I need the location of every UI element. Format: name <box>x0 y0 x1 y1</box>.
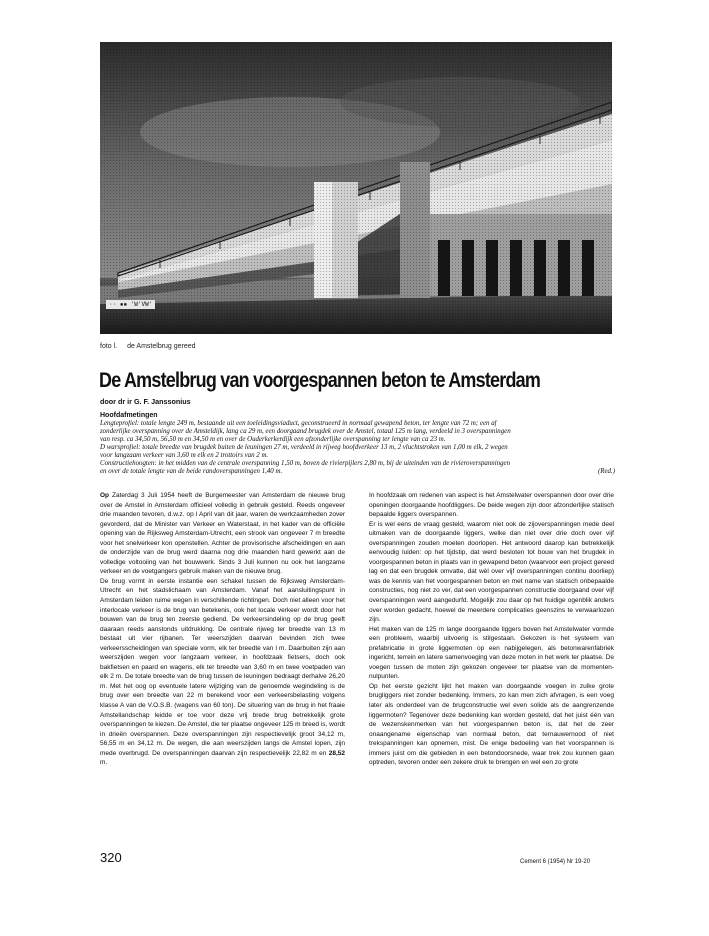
specs-last-line <box>100 468 615 476</box>
photo-caption <box>100 343 196 350</box>
paragraph: Het maken van de 125 m lange doorgaande liggers boven het Amstelwater vormde een probleem, waarbij uitvoerig is stilgestaan. Gekozen is het systeem van prefabricatie in grote liggermoten op een nabijgelegen, als betonwarenfabriek ingericht, terrein en latere samenvoeging van deze moten in het werk ter plaatse. De voegen tussen de moten zijn gekozen ongeveer ter plaatse van de momenten-nulpunten. <box>369 625 614 681</box>
lead-word: Op <box>100 492 110 499</box>
specs-box <box>100 412 615 476</box>
paragraph: Er is wel eens de vraag gesteld, waarom niet ook de zijoverspanningen mede deel uitmaken van de doorgaande liggers, welke dan niet over drie doch over vijf overspanningen zouden moeten doorlopen. Het antwoord daarop kan betrekkelijk eenvoudig luiden: op het tijdstip, dat werd besloten tot bouw van het brugdek in voorgespannen beton in plaats van in gewapend beton (waarvoor een project gereed lag en dat een brugdek omvatte, dat wèl over vijf overspanningen continu doorliep) was de kennis van het voorgespannen beton en met name van statisch onbepaalde constructies, nog niet zo ver, dat een voorgespannen constructie doorgaand over vijf overspanningen werd aangedurfd. Mogelijk zou daar op het huidige ogenblik anders over worden gedacht, hoewel de meerdere complicaties geenszins te verwaarlozen zijn. <box>369 520 614 624</box>
caption-text: de Amstelbrug gereed <box>127 343 196 350</box>
paragraph: Op het eerste gezicht lijkt het maken van doorgaande voegen in zulke grote brugliggers niet zonder bedenking. Immers, zo kan men zich afvragen, is een voeg later als onderdeel van de brugconstructie wel even solide als de aangrenzende liggermoten? Tegenover deze bedenking kan worden gesteld, dat het juist één van de wezenskenmerken van het voorgespannen beton is, dat het de zeer onaangename eigenschap van normaal beton, dat ternauwernood of niet trekspanningen kan opnemen, mist. De enige bedoeling van het voorspannen is immers juist om die gebieden in een betondoorsnede, waar trek zou kunnen gaan optreden, tevoren onder een zekere druk te brengen en wel een zo grote <box>369 682 614 767</box>
specs-heading: Hoofdafmetingen <box>100 412 158 419</box>
specs-line: voor langzaam verkeer van 3,60 m elk en 2 trottoirs van 2 m. <box>100 452 269 460</box>
article-title: De Amstelbrug van voorgespannen beton te Amsterdam <box>99 369 541 392</box>
bridge-photo <box>100 42 612 334</box>
paragraph: In hoofdzaak om redenen van aspect is het Amstelwater overspannen door over drie openingen doorgaande hoofdliggers. De beide wegen zijn door afzonderlijke statisch bepaalde liggers overspannen. <box>369 492 614 519</box>
specs-line: en over de totale lengte van de beide randoverspanningen 1,40 m. <box>100 468 283 476</box>
paragraph-text: Zaterdag 3 Juli 1954 heeft de Burgemeester van Amsterdam de nieuwe brug over de Amstel in Amsterdam officieel volledig in gebruik gesteld. Reeds ongeveer drie maanden tevoren, d.w.z. op l April van dit jaar, waren de werkzaamheden zover gevorderd, dat de Minister van Verkeer en Waterstaat, in het kader van de officiële opening van de Rijksweg Amsterdam-Utrecht, een strook van ongeveer 7 m breedte voor het snelverkeer kon openstellen. Achter de provisorische afscheidingen en aan de onderzijde van de brug werd daarna nog drie maanden hard gewerkt aan de volledige voltooiing van het bouwwerk. Sinds 3 Juli kunnen nu ook het langzame verkeer en de voetgangers gebruik maken van de nieuwe brug. <box>100 492 345 576</box>
body-column-right <box>369 491 614 768</box>
paragraph <box>100 491 345 577</box>
specs-line: D warsprofiel: totale breedte van brugdek buiten de leuningen 27 m, verdeeld in rijweg hoofdverkeer 13 m, 2 vluchtstroken van 1,00 m elk, 2 wegen <box>100 444 508 452</box>
paragraph-tail: m. <box>100 759 108 767</box>
photo-corner-tag: ·· ▪▪ 'W'VW' <box>106 300 155 309</box>
specs-line: van resp. ca 34,50 m, 56,50 m en 34,50 m en over de Ouderkerkerdijk een afzonderlijke overspanning ter lengte van ca 23 m. <box>100 436 446 444</box>
specs-line: Lengteprofiel: totale lengte 249 m, bestaande uit een toeleidingsviaduct, geconstrueerd in normaal gewapend beton, ter lengte van 72 m; een af <box>100 420 497 428</box>
specs-line: Constructiehoogten: in het midden van de centrale overspanning 1,50 m, boven de rivierpijlers 2,80 m, bij de uiteinden van de rivieroverspanningen <box>100 460 511 468</box>
specs-line: zonderlijke overspanning over de Amsteldijk, lang ca 29 m, een doorgaand brugdek over de Amstel, totaal 125 m lang, verdeeld in 3 overspanningen <box>100 428 511 436</box>
page-number: 320 <box>100 850 122 865</box>
caption-number: foto l. <box>100 343 118 350</box>
editor-sign: (Red.) <box>597 468 615 476</box>
paragraph <box>100 577 345 768</box>
paragraph-text: De brug vormt in eerste instantie een schakel tussen de Rijksweg Amsterdam-Utrecht en het stadslichaam van Amsterdam. Vanaf het aansluitingspunt in Amsterdam leiden ruime wegen in verschillende richtingen. Doch niet alleen voor het interlocale verkeer is de brug van betekenis, ook het locale verkeer wordt door het bouwen van de brug ten zeerste gediend. De verkeersindeling op de brug geeft daaraan reeds aanstonds uitdrukking. De centrale rijweg ter breedte van 13 m bestaat uit vier rijbanen. Ter weerszijden daarvan bevinden zich twee verkeersscheidingen van speciale vorm, elk ter breedte van l m. Daarbuiten zijn aan weerszijden wegen voor langzaam verkeer, in hoofdzaak fietsers, doch ook bakfietsen en paard en wagens, elk ter breedte van 3,60 m en twee voetpaden van elk 2 m. De totale breedte van de brug tussen de leuningen bedraagt derhalve 26,20 m. Met het oog op eventuele latere wijziging van de genoemde wegindeling is de brug over een breedte van 22 m berekend voor een verkeersbelasting volgens klasse A van de V.O.S.B. (wagens van 60 ton). De situering van de brug in het fraaie Amstellandschap leidde er toe voor deze vrij brede brug betrekkelijk grote overspanningen te kiezen. De Amstel, die ter plaatse ongeveer 125 m breed is, wordt in drieën overspannen. Deze overspanningen zijn respectievelijk groot 34,12 m, 56,55 m en 34,12 m. De wegen, die aan weerszijden langs de Amstel lopen, zijn mede overbrugd. De overspanningen daarvan zijn respectievelijk 22,82 m en <box>100 577 345 757</box>
article-author: door dr ir G. F. Janssonius <box>100 397 191 406</box>
body-column-left <box>100 491 345 768</box>
journal-reference: Cement 6 (1954) Nr 19-20 <box>520 859 591 865</box>
bridge-illustration <box>100 42 612 334</box>
emphasis-value: 28,52 <box>328 749 345 757</box>
